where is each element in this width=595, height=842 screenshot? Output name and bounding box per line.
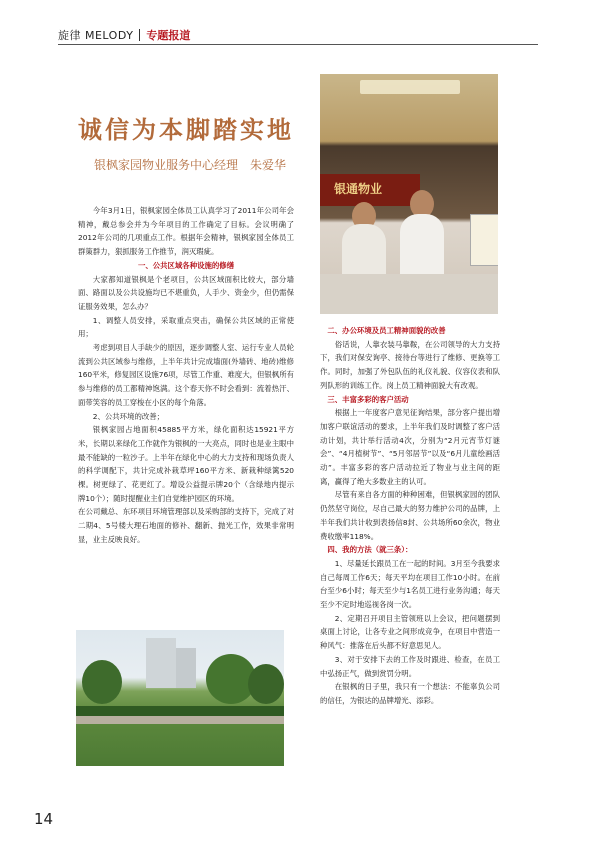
section-subheading: 四、我的方法（就三条）： xyxy=(327,545,413,555)
page-header xyxy=(58,26,538,44)
garden-path xyxy=(76,716,284,724)
left-text-column xyxy=(78,204,294,547)
garden-photo xyxy=(76,630,284,766)
paragraph: 根据上一年度客户意见征询结果，部分客户提出增加客户联谊活动的要求，上半年我们及时调整了客户活动计划，共计举行活动4次，分别为“2月元宵节灯谜会”、“4月植树节”、“5月邻居节”以及“6月儿童绘画活动”。丰富多彩的客户活动拉近了物业与业主间的距离，赢得了绝大多数业主的认可。 xyxy=(320,408,500,486)
paragraph: 银枫家园占地面积45885平方米，绿化面积达15921平方米，长期以来绿化工作就作为银枫的一大亮点，同时也是业主眼中最不能缺的一粒沙子。上半年在绿化中心的大力支持和现场负责人的科学调配下，共计完成补栽草坪160平方米、新栽种绿篱520棵。树更绿了、花更红了。增设公益提示牌20个（含绿地内提示牌10个）；随时提醒业主们自觉维护园区的环境。 xyxy=(78,425,294,503)
section-name: 专题报道 xyxy=(146,29,191,42)
tree xyxy=(248,664,284,704)
section-subheading: 二、办公环境及员工精神面貌的改善 xyxy=(327,326,446,335)
paragraph: 在银枫的日子里，我只有一个想法：不能辜负公司的信任，为银达的品牌增光、添彩。 xyxy=(320,682,500,705)
paragraph: 今年3月1日，银枫家园全体员工认真学习了2011年公司年会精神，戴总参会并为今年项目的工作确定了目标。会议明确了2012年公司的几项重点工作。根据年会精神，银枫家园全体员工群策群力，狠抓服务工作推节，润灭瑕疵。 xyxy=(78,206,294,257)
paragraph: 1、尽量延长跟员工在一起的时间。3月至今我要求自己每周工作6天；每天平均在项目工作10小时。在前台至少6小时；每天至少与1名员工进行业务沟通；每天至少不定时地巡视各岗一次。 xyxy=(320,558,500,610)
header-divider xyxy=(139,29,140,41)
tree xyxy=(82,660,122,704)
section-subheading: 三、丰富多彩的客户活动 xyxy=(327,394,409,404)
header-rule xyxy=(58,44,538,45)
paragraph: 俗话说，人靠衣装马靠鞍，在公司领导的大力支持下，我们对保安询亭、接待台等进行了维修、更换等工作。同时，加强了外包队伍的礼仪礼貌、仪容仪表和队列队形的训练工作。岗上员工精神面貌大有改观。 xyxy=(320,339,500,390)
author-byline: 银枫家园物业服务中心经理 朱爱华 xyxy=(94,158,287,172)
paragraph: 2、定期召开项目主管领班以上会议，把问题摆到桌面上讨论，让各专业之间形成竞争，在项目中营造一种风气：推落在后头都不好意思见人。 xyxy=(320,613,500,651)
reception-counter xyxy=(320,274,498,314)
magazine-name: 旋律 MELODY xyxy=(58,29,134,42)
paragraph: 1、调整人员安排，采取重点突击，确保公共区域的正常使用； xyxy=(78,315,294,339)
paragraph: 大家都知道银枫是个老项目，公共区域面积比较大，部分墙面、路面以及公共设施均已不堪重负，人手少、资金少，但仍需保证服务效果，怎么办？ xyxy=(78,274,294,311)
paragraph: 2、公共环境的改善； xyxy=(92,411,165,421)
ceiling-light xyxy=(360,80,460,94)
paragraph: 3、对于安排下去的工作及时跟进、检查，在员工中弘扬正气，做到赏罚分明。 xyxy=(320,654,500,678)
paragraph: 考虑到项目人手缺少的原因，逐步调整人室、运行专业人员轮流到公共区域参与维修，上半年共计完成墙面(外墙砖、地砖)维修160平米，修复园区设施76项，尽管工作重、难度大，但银枫所有参与维修的员工都精神饱满。这个春天你不时会看到：流着热汗、面带笑容的员工穿梭在小区的每个角落。 xyxy=(78,343,294,407)
logo-wall-text: 银通物业 xyxy=(334,182,383,196)
section-subheading: 一、公共区域各种设施的修缮 xyxy=(137,260,235,270)
page-number: 14 xyxy=(34,810,54,828)
article-title: 诚信为本脚踏实地 xyxy=(78,115,294,144)
building xyxy=(176,648,196,688)
paragraph: 尽管有来自各方面的种种困难，但银枫家园的团队仍然坚守岗位，尽自己最大的努力维护公司的品牌，上半年我们共计收到表扬信8封、公共场所60余次，物业费收缴率118%。 xyxy=(320,490,500,541)
desk-sign xyxy=(470,214,498,266)
building xyxy=(146,638,176,688)
office-photo xyxy=(320,74,498,314)
hedge xyxy=(76,706,284,716)
paragraph: 在公司戴总、东环项目环境管理部以及采购部的支持下，完成了对二期4、5号楼大理石地面的修补、翻新、抛光工作，效果非常明显，业主反映良好。 xyxy=(78,507,294,544)
right-text-column xyxy=(320,324,500,708)
